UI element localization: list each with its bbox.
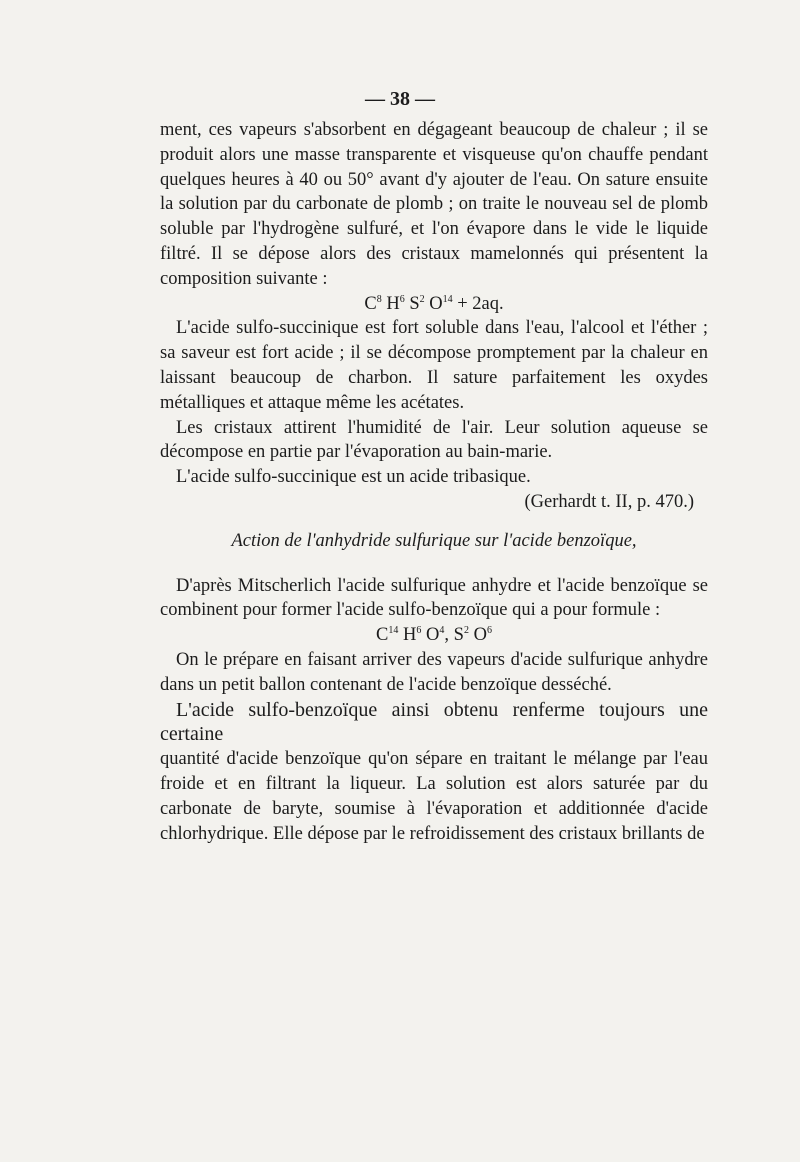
formula2-o2: O — [473, 625, 487, 646]
formula2-h: H — [403, 625, 417, 646]
formula2-o2-sub: 6 — [486, 625, 492, 637]
formula-s-sub: 2 — [419, 293, 425, 305]
paragraph-7-rest: quantité d'acide benzoïque qu'on sépare en traitant le mélange par l'eau froide et en filtrant la liqueur. La solution est alors saturée par du carbonate de baryte, soumise à l'évaporation et additionnée d'acide chlorhydrique. Elle dépose par le refroidissement des cristaux brillants de — [160, 749, 708, 844]
formula-rest: + 2aq. — [457, 293, 504, 314]
formula-h: H — [386, 293, 400, 314]
formula-o-sub: 14 — [442, 293, 453, 305]
formula-h-sub: 6 — [399, 293, 405, 305]
formula2-o-sub: 4 — [439, 625, 445, 637]
paragraph-2: L'acide sulfo-succinique est fort soluble dans l'eau, l'alcool et l'éther ; sa saveur est fort acide ; il se décompose promptement par la chaleur en laissant beaucoup de charbon. Il sature parfaitement les oxydes métalliques et attaque même les acétates. — [160, 318, 708, 413]
citation: (Gerhardt t. II, p. 470.) — [524, 491, 694, 512]
paragraph-5: D'après Mitscherlich l'acide sulfurique anhydre et l'acide benzoïque se combinent pour former l'acide sulfo-benzoïque qui a pour formule : — [160, 575, 708, 621]
formula2-c-sub: 14 — [388, 625, 399, 637]
paragraph-6: On le prépare en faisant arriver des vapeurs d'acide sulfurique anhydre dans un petit ballon contenant de l'acide benzoïque desséché. — [160, 649, 708, 695]
formula2-s-sub: 2 — [463, 625, 469, 637]
body-text — [160, 118, 708, 846]
formula-o: O — [429, 293, 443, 314]
paragraph-4: L'acide sulfo-succinique est un acide tribasique. — [176, 467, 531, 488]
formula-sulfo-succinique — [160, 292, 708, 317]
formula-sulfo-benzoique — [160, 623, 708, 648]
page-number: — 38 — — [365, 88, 435, 110]
formula2-s: S — [453, 625, 464, 646]
formula2-sep: , — [444, 625, 454, 646]
paragraph-3: Les cristaux attirent l'humidité de l'air. Leur solution aqueuse se décompose en partie par l'évaporation au bain-marie. — [160, 417, 708, 463]
formula-c-sub: 8 — [376, 293, 382, 305]
paragraph-1: ment, ces vapeurs s'absorbent en dégageant beaucoup de chaleur ; il se produit alors une masse transparente et visqueuse qu'on chauffe pendant quelques heures à 40 ou 50° avant d'y ajouter de l'eau. On sature ensuite la solution par du carbonate de plomb ; on traite le nouveau sel de plomb soluble par l'hydrogène sulfuré, et l'on évapore dans le vide le liquide filtré. Il se dépose alors des cristaux mamelonnés qui présentent la composition suivante : — [160, 120, 708, 289]
formula2-c: C — [376, 625, 389, 646]
formula2-h-sub: 6 — [416, 625, 422, 637]
section-heading: Action de l'anhydride sulfurique sur l'acide benzoïque, — [231, 530, 637, 551]
formula-s: S — [409, 293, 420, 314]
formula-c: C — [364, 293, 377, 314]
paragraph-7-first-line: L'acide sulfo-benzoïque ainsi obtenu renferme toujours une certaine — [160, 698, 708, 746]
formula2-o: O — [426, 625, 440, 646]
